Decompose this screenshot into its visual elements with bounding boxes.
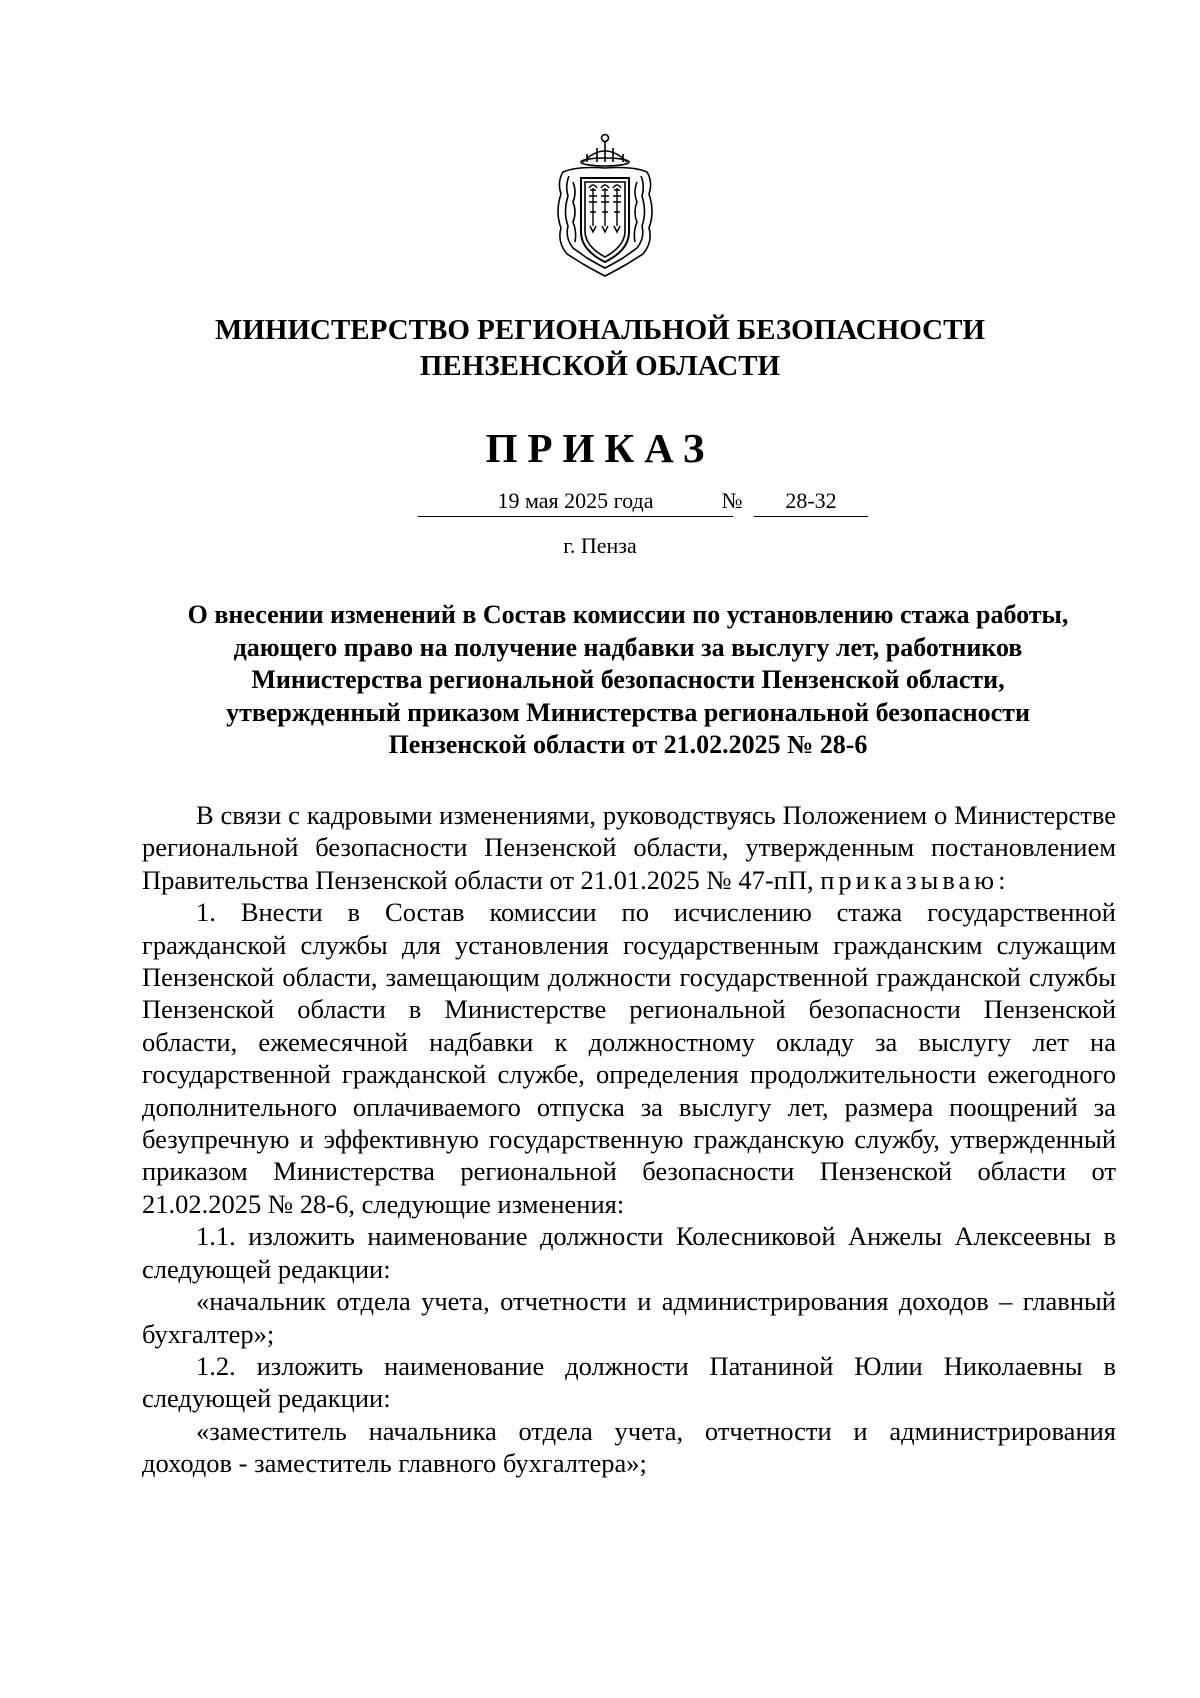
subject-line: Пензенской области от 21.02.2025 № 28-6: [388, 730, 868, 759]
intro-text: В связи с кадровыми изменениями, руководствуясь Положением о Министерстве региональной безопасности Пензенской области, утвержденным постановлением Правительства Пензенской области от 21.01.2025 № 47-пП,: [142, 800, 1116, 895]
subject-line: утвержденный приказом Министерства региональной безопасности: [226, 697, 1030, 727]
item-1-2-quote: «заместитель начальника отдела учета, отчетности и администрирования доходов - заместитель главного бухгалтера»;: [142, 1415, 1116, 1479]
item-1-1: 1.1. изложить наименование должности Колесниковой Анжелы Алексеевны в следующей редакции:: [142, 1221, 1116, 1284]
ministry-name-line-2: ПЕНЗЕНСКОЙ ОБЛАСТИ: [419, 350, 781, 382]
ministry-name-line-1: МИНИСТЕРСТВО РЕГИОНАЛЬНОЙ БЕЗОПАСНОСТИ: [214, 314, 986, 346]
number-sign: №: [721, 488, 743, 513]
penza-coat-of-arms-icon: [553, 132, 657, 280]
order-subject: [143, 599, 1113, 762]
document-type-title: ПРИКАЗ: [485, 425, 715, 471]
subject-line: Министерства региональной безопасности Пензенской области,: [251, 665, 1005, 694]
subject-line: О внесении изменений в Состав комиссии по установлению стажа работы,: [187, 600, 1069, 629]
order-body: [142, 799, 1116, 1480]
item-1: 1. Внести в Состав комиссии по исчислению стажа государственной гражданской службы для установления государственным гражданским служащим Пензенской области, замещающим должности государственной гражданской службы Пензенской области в Министерстве региональной безопасности Пензенской области, ежемесячной надбавки к должностному окладу за выслугу лет на государственной гражданской службе, определения продолжительности ежегодного дополнительного оплачиваемого отпуска за выслугу лет, размера поощрений за безупречную и эффективную государственную гражданскую службу, утвержденный приказом Министерства региональной безопасности Пензенской области от 21.02.2025 № 28-6, следующие изменения:: [142, 897, 1116, 1219]
intro-paragraph: [142, 799, 1116, 896]
item-1-2: 1.2. изложить наименование должности Патаниной Юлии Николаевны в следующей редакции:: [142, 1350, 1116, 1414]
subject-line: дающего право на получение надбавки за выслугу лет, работников: [233, 632, 1023, 662]
order-date-field: 19 мая 2025 года: [418, 486, 733, 517]
city-of-issue: г. Пенза: [563, 533, 637, 558]
order-word: приказываю:: [820, 864, 1010, 895]
order-number-field: 28-32: [754, 486, 868, 517]
item-1-1-quote: «начальник отдела учета, отчетности и администрирования доходов – главный бухгалтер»;: [142, 1286, 1116, 1349]
ministry-name: [0, 312, 1200, 384]
